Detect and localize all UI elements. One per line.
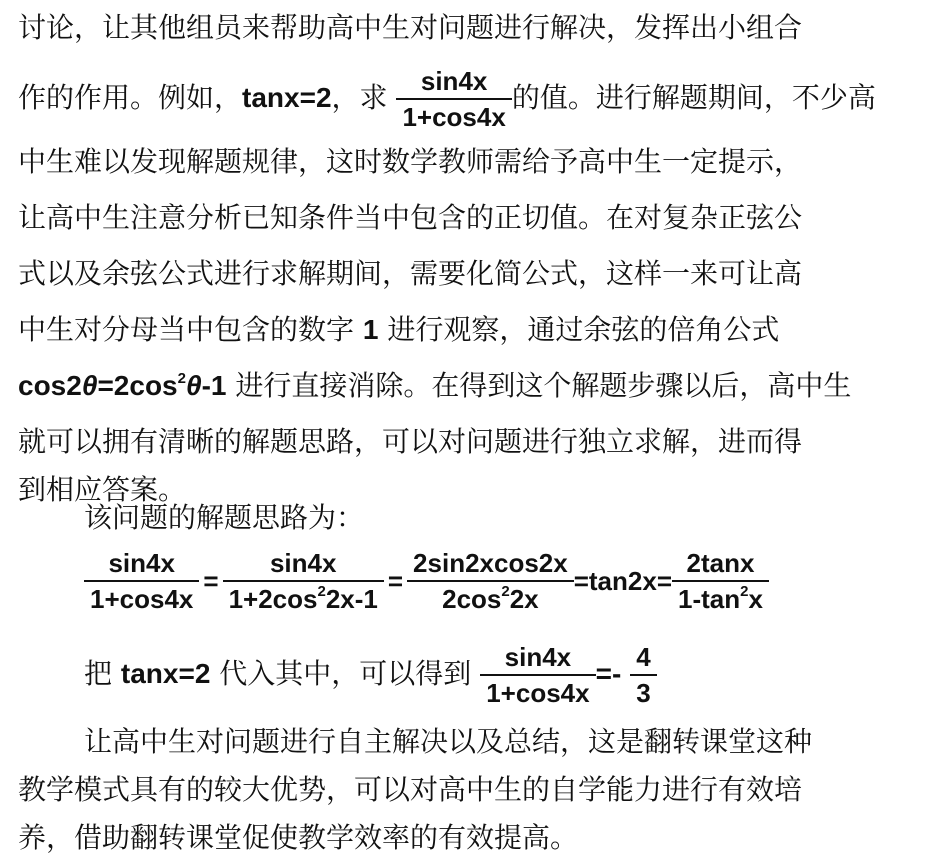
denominator-part: 1-tan: [678, 584, 741, 614]
text-segment: 中生对分母当中包含的数字: [18, 313, 363, 346]
paragraph-line-1: [18, 0, 802, 56]
paragraph-line-5: [18, 246, 802, 302]
text-segment: 式以及余弦公式进行求解期间，需要化简公式，这样一来可让高: [18, 257, 803, 290]
fraction-1: [84, 546, 199, 616]
fraction-4: [672, 546, 769, 616]
text-segment: 到相应答案。: [18, 473, 187, 506]
equals-sign: =: [203, 565, 219, 596]
paragraph-line-7: [18, 358, 851, 414]
math-inline-formula: [18, 370, 227, 401]
result-value: [630, 640, 656, 710]
text-segment: 作的作用。例如，: [18, 81, 243, 114]
text-segment: 就可以拥有清晰的解题思路，可以对问题进行独立求解，进而得: [18, 425, 803, 458]
equals-sign: =: [387, 565, 404, 596]
fraction-3: [407, 546, 574, 616]
fraction-denominator: 1+cos4x: [402, 102, 506, 132]
fraction-denominator: [436, 582, 545, 616]
denominator-part: 2cos: [442, 584, 502, 614]
math-inline-number: 1: [362, 314, 379, 345]
text-segment: 进行直接消除。在得到这个解题步骤以后，高中生: [226, 369, 852, 402]
formula-part: =2cos: [97, 370, 178, 401]
denominator-part: 1+2cos: [228, 584, 318, 614]
fraction-denominator: 1+cos4x: [486, 678, 590, 708]
fraction-numerator: sin4x: [504, 642, 572, 672]
fraction-denominator: 3: [636, 678, 651, 708]
equals-minus: =-: [595, 658, 622, 689]
text-segment: 的值。进行解题期间，不少高: [511, 81, 876, 114]
paragraph-line-12: [84, 640, 657, 708]
text-segment: 该问题的解题思路为：: [84, 501, 365, 534]
fraction-denominator: [223, 582, 384, 616]
fraction-numerator: 4: [636, 642, 651, 672]
result-fraction: [480, 640, 595, 710]
text-segment: 让高中生注意分析已知条件当中包含的正切值。在对复杂正弦公: [18, 201, 803, 234]
formula-part: cos2: [18, 370, 82, 401]
superscript: 2: [177, 370, 186, 387]
paragraph-line-10: [84, 490, 364, 546]
text-segment: 讨论，让其他组员来帮助高中生对问题进行解决，发挥出小组合: [18, 11, 803, 44]
fraction-numerator: sin4x: [269, 548, 337, 578]
text-segment: 把: [84, 657, 121, 690]
denominator-part: 2x: [509, 584, 539, 614]
fraction-2: [223, 546, 384, 616]
denominator-part: x: [748, 584, 763, 614]
paragraph-line-6: [18, 302, 779, 358]
fraction-numerator: 2tanx: [686, 548, 755, 578]
denominator-part: 2x-1: [325, 584, 378, 614]
fraction-numerator: sin4x: [420, 66, 488, 96]
paragraph-line-3: [18, 134, 802, 190]
text-segment: ，求: [331, 81, 388, 114]
math-inline-tanx: tanx=2: [242, 82, 332, 113]
text-segment: 中生难以发现解题规律，这时数学教师需给予高中生一定提示，: [18, 145, 803, 178]
superscript: 2: [501, 583, 510, 600]
text-segment: 代入其中，可以得到: [210, 657, 472, 690]
derivation-equation: [84, 546, 769, 616]
formula-part: -1: [201, 370, 227, 401]
paragraph-line-15: [18, 810, 578, 866]
fraction-denominator: [672, 582, 769, 616]
tan-identity: =tan2x=: [573, 565, 673, 596]
text-segment: 教学模式具有的较大优势，可以对高中生的自学能力进行有效培: [18, 773, 803, 806]
paragraph-line-2: [18, 64, 876, 132]
text-segment: 进行观察，通过余弦的倍角公式: [378, 313, 780, 346]
text-segment: 让高中生对问题进行自主解决以及总结，这是翻转课堂这种: [84, 725, 813, 758]
superscript: 2: [317, 583, 326, 600]
fraction-numerator: sin4x: [108, 548, 175, 578]
theta-symbol: θ: [185, 370, 202, 401]
theta-symbol: θ: [81, 370, 98, 401]
paragraph-line-4: [18, 190, 802, 246]
fraction-denominator: 1+cos4x: [90, 584, 194, 614]
math-inline-tanx: tanx=2: [120, 658, 211, 689]
text-segment: 养，借助翻转课堂促使教学效率的有效提高。: [18, 821, 579, 854]
question-fraction: [396, 64, 511, 134]
fraction-numerator: 2sin2xcos2x: [413, 548, 568, 578]
superscript: 2: [740, 583, 749, 600]
